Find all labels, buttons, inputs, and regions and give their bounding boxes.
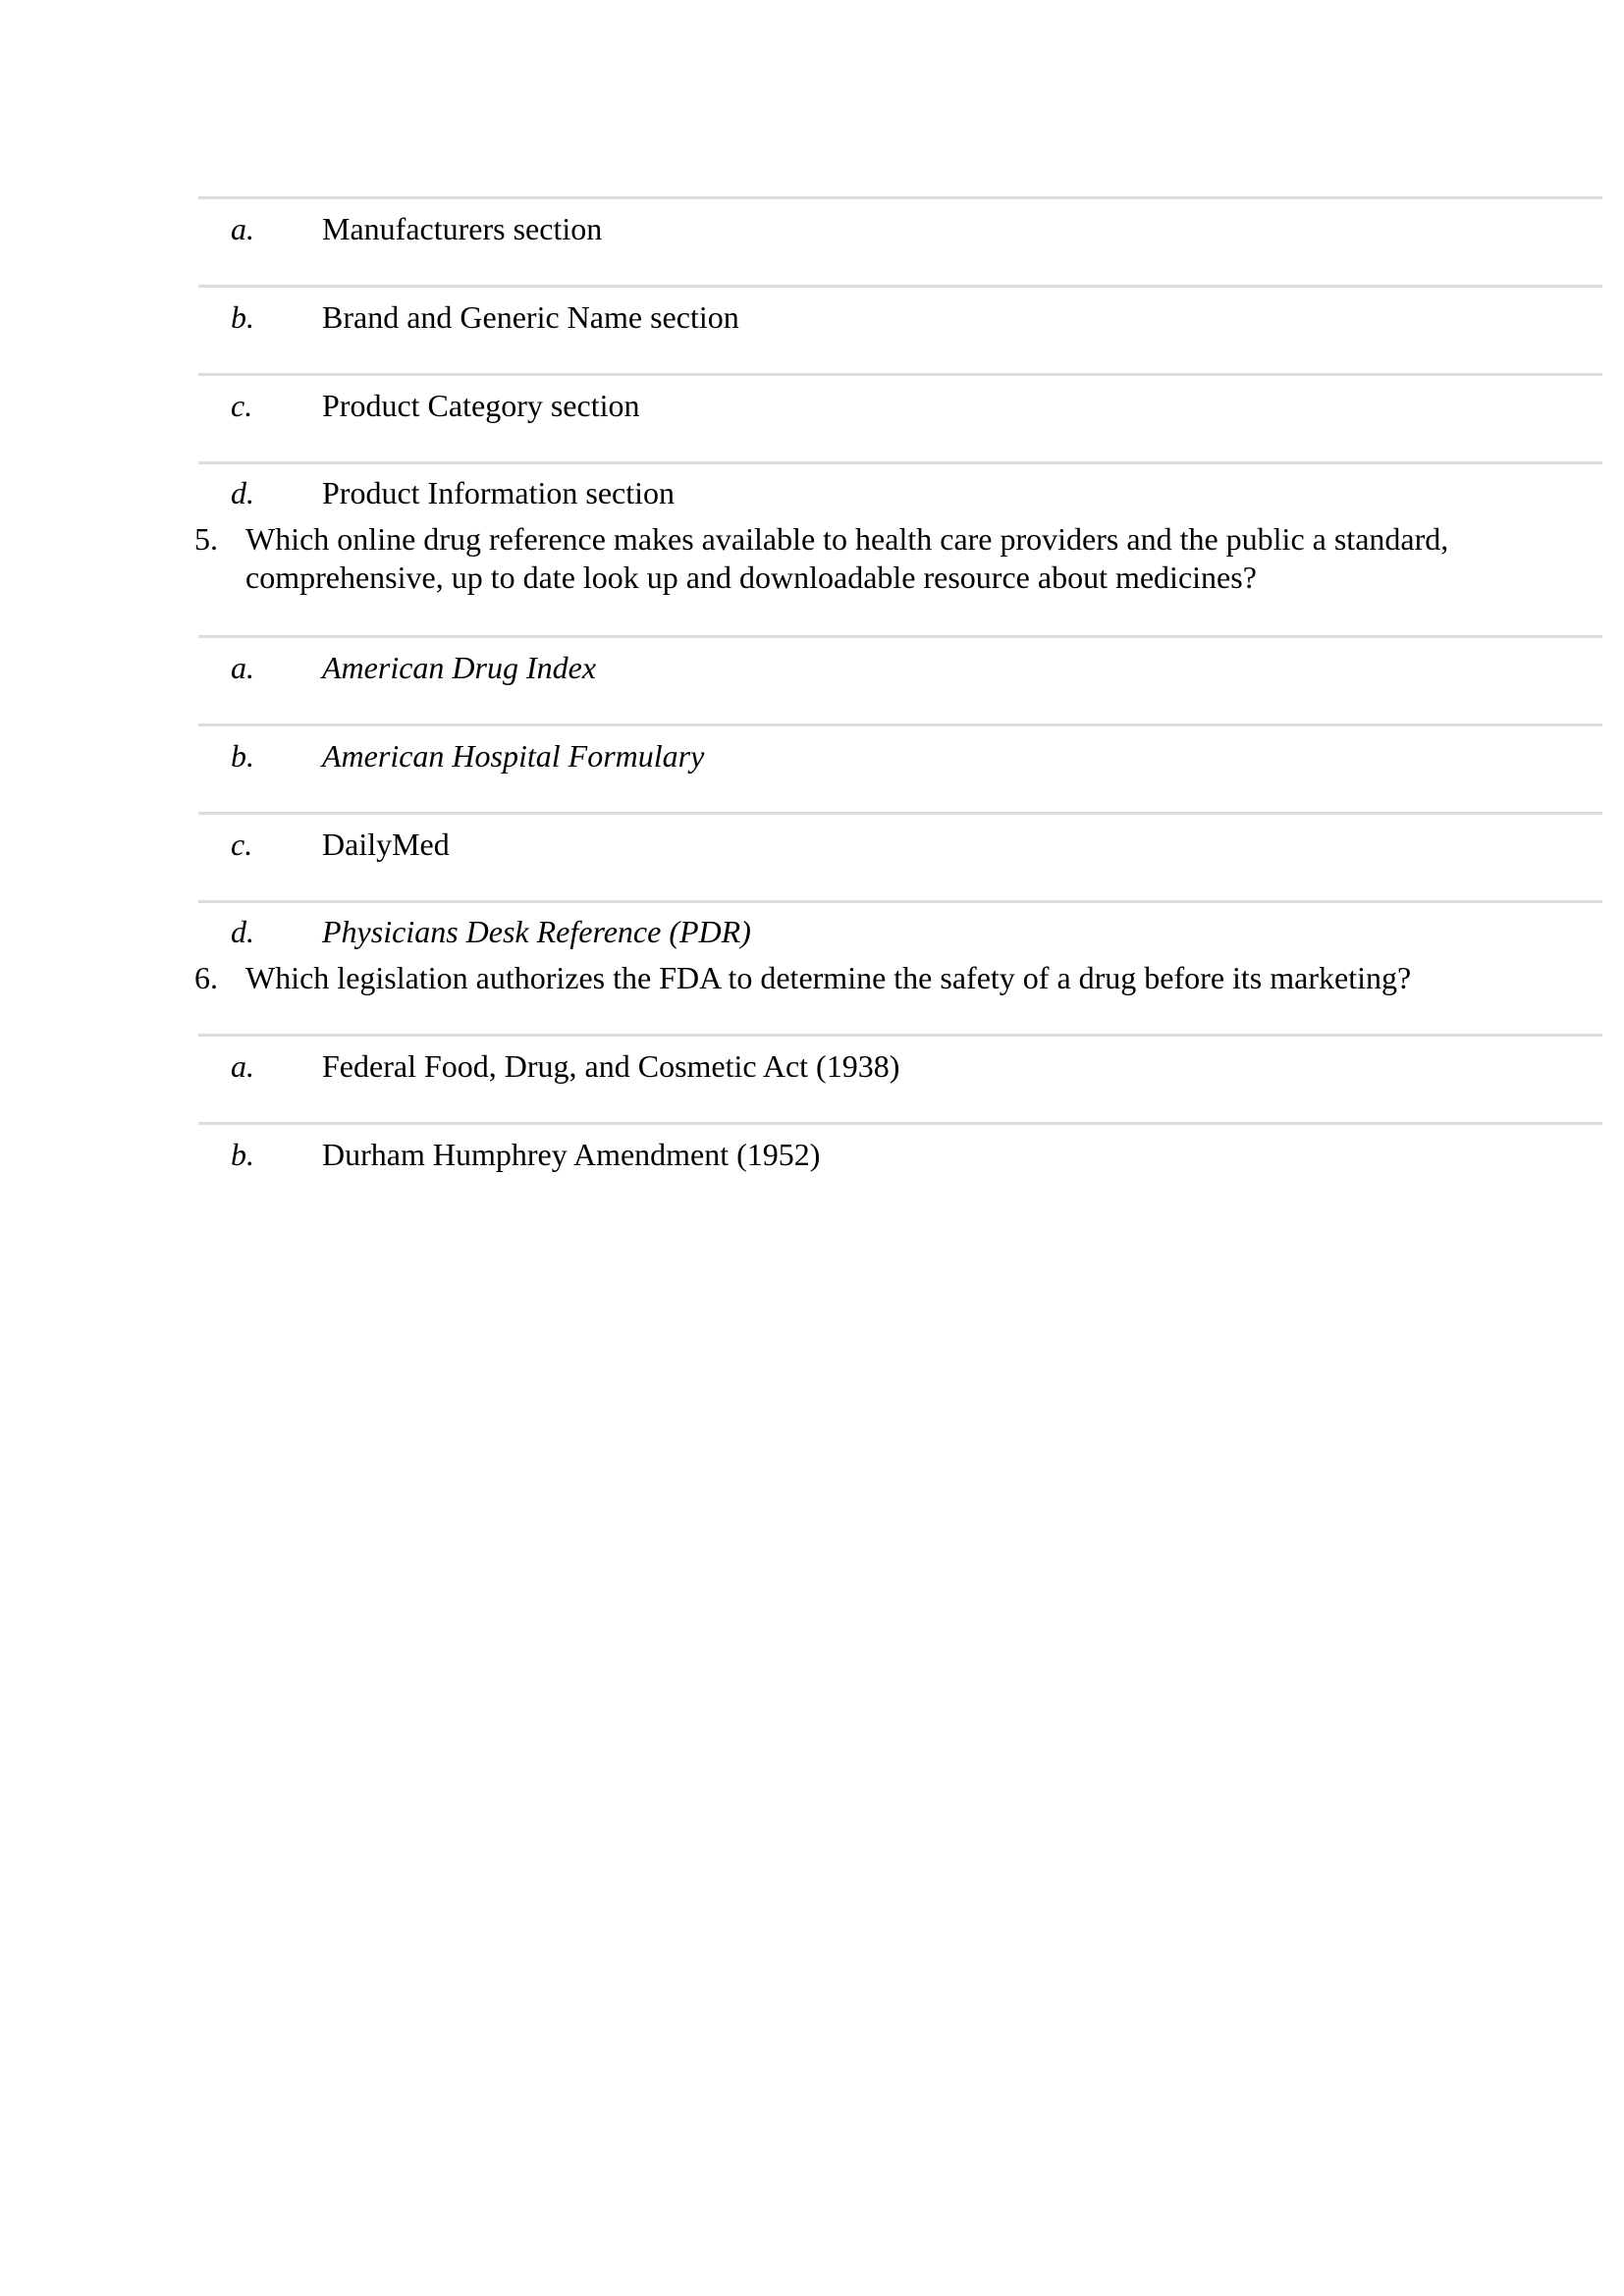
option-a	[0, 1048, 1624, 1088]
option-letter: d.	[231, 914, 254, 949]
option-text: American Drug Index	[322, 650, 597, 685]
option-c	[0, 388, 1624, 427]
question-number: 6.	[194, 960, 218, 995]
option-d	[0, 475, 1624, 514]
question-number: 5.	[194, 521, 218, 557]
option-letter: b.	[231, 1137, 254, 1172]
option-b	[0, 299, 1624, 339]
option-text: Durham Humphrey Amendment (1952)	[322, 1137, 821, 1172]
option-text: Manufacturers section	[322, 211, 603, 246]
option-text: Product Category section	[322, 388, 640, 423]
divider	[198, 285, 1602, 288]
option-letter: b.	[231, 299, 254, 335]
divider	[198, 196, 1602, 199]
divider	[198, 373, 1602, 376]
divider	[198, 1034, 1602, 1037]
question-text: Which legislation authorizes the FDA to determine the safety of a drug before its marketing?	[245, 960, 1412, 995]
option-b	[0, 1137, 1624, 1176]
option-c	[0, 827, 1624, 866]
option-letter: b.	[231, 738, 254, 774]
divider	[198, 1122, 1602, 1125]
divider	[198, 812, 1602, 815]
option-b	[0, 738, 1624, 777]
divider	[198, 723, 1602, 726]
option-a	[0, 650, 1624, 689]
option-text: Brand and Generic Name section	[322, 299, 739, 335]
option-text: American Hospital Formulary	[322, 738, 705, 774]
option-text: DailyMed	[322, 827, 450, 862]
question-6	[194, 959, 1589, 998]
option-letter: a.	[231, 211, 254, 246]
option-letter: c.	[231, 388, 253, 423]
option-text: Federal Food, Drug, and Cosmetic Act (1938)	[322, 1048, 900, 1084]
option-text: Product Information section	[322, 475, 676, 510]
question-text: Which online drug reference makes available to health care providers and the public a standard, comprehensive, up to date look up and downloadable resource about medicines?	[245, 521, 1449, 595]
option-letter: a.	[231, 1048, 254, 1084]
option-letter: c.	[231, 827, 253, 862]
option-letter: d.	[231, 475, 254, 510]
option-letter: a.	[231, 650, 254, 685]
divider	[198, 461, 1602, 464]
divider	[198, 900, 1602, 903]
option-d	[0, 914, 1624, 953]
option-a	[0, 211, 1624, 250]
question-5	[194, 520, 1589, 599]
option-text: Physicians Desk Reference (PDR)	[322, 914, 751, 949]
divider	[198, 635, 1602, 638]
